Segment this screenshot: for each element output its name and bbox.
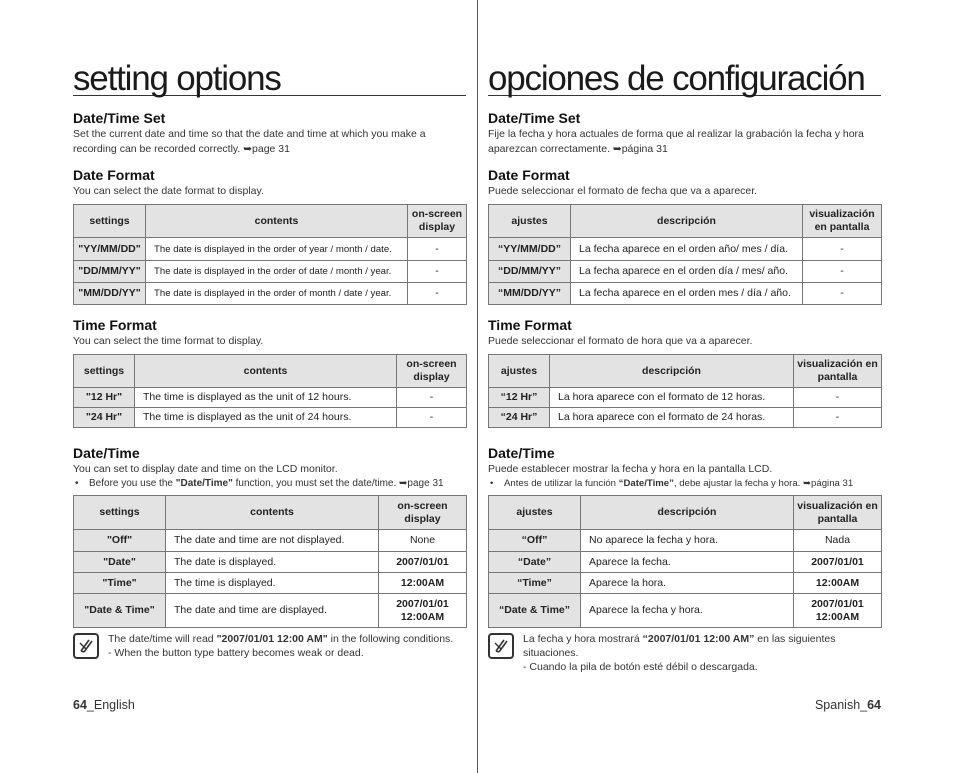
setting-cell: “12 Hr”	[489, 388, 550, 408]
bullet-text: , debe ajustar la fecha y hora. ➥página 31	[673, 477, 854, 489]
setting-cell: "12 Hr"	[74, 388, 135, 408]
table-row	[489, 573, 882, 594]
bullet-item	[488, 477, 881, 491]
column-header: on-screen display	[408, 205, 467, 238]
contents-cell: The time is displayed as the unit of 24 hours.	[135, 408, 397, 428]
display-date: 2007/01/01	[396, 597, 449, 610]
time-format-table	[73, 354, 467, 428]
bullet-text: Before you use the	[89, 477, 176, 489]
date-format-table	[488, 204, 882, 305]
table-row	[74, 261, 467, 283]
table-row	[489, 238, 882, 261]
table-header-row	[74, 205, 467, 238]
display-cell	[794, 594, 882, 628]
display-cell: None	[379, 530, 467, 552]
contents-cell: The date is displayed in the order of month / date / year.	[146, 283, 408, 305]
section-heading: Date Format	[73, 167, 155, 183]
column-header: on-screen display	[397, 355, 467, 388]
contents-cell: The time is displayed.	[166, 573, 379, 594]
display-cell: Nada	[794, 530, 882, 552]
section-heading: Date/Time	[488, 445, 555, 461]
page-title: opciones de configuración	[488, 62, 881, 96]
column-header: visualización en pantalla	[794, 355, 882, 388]
contents-cell: La fecha aparece en el orden mes / día / año.	[571, 283, 803, 305]
page-footer	[73, 698, 135, 712]
setting-cell: “DD/MM/YY”	[489, 261, 571, 283]
contents-cell: La hora aparece con el formato de 24 horas.	[550, 408, 794, 428]
contents-cell: The date and time are displayed.	[166, 594, 379, 628]
note-block	[488, 632, 881, 674]
column-header: ajustes	[489, 205, 571, 238]
column-header: descripción	[581, 496, 794, 530]
section-heading: Date Format	[488, 167, 570, 183]
setting-cell: "Date & Time"	[74, 594, 166, 628]
datetime-section	[73, 445, 466, 491]
note-bold-text: "2007/01/01 12:00 AM"	[216, 633, 328, 645]
column-header: descripción	[550, 355, 794, 388]
table-header-row	[489, 496, 882, 530]
column-header: visualización en pantalla	[794, 496, 882, 530]
note-pencil-icon	[488, 633, 514, 659]
setting-cell: “Time”	[489, 573, 581, 594]
table-row	[489, 283, 882, 305]
page-title: setting options	[73, 62, 466, 96]
datetime-table	[73, 495, 467, 628]
table-row	[74, 283, 467, 305]
note-text-part: in the following conditions.	[327, 633, 454, 645]
display-cell: 2007/01/01	[794, 552, 882, 573]
column-header: settings	[74, 355, 135, 388]
display-cell: -	[408, 261, 467, 283]
table-header-row	[489, 355, 882, 388]
display-cell: -	[397, 408, 467, 428]
setting-cell: "Off"	[74, 530, 166, 552]
page-language: _English	[86, 698, 135, 712]
contents-cell: Aparece la fecha y hora.	[581, 594, 794, 628]
table-row	[74, 388, 467, 408]
display-cell: -	[408, 238, 467, 261]
note-bold-text: “2007/01/01 12:00 AM”	[642, 633, 755, 645]
setting-cell: "24 Hr"	[74, 408, 135, 428]
setting-cell: “Date”	[489, 552, 581, 573]
table-row	[74, 408, 467, 428]
contents-cell: La fecha aparece en el orden día / mes/ año.	[571, 261, 803, 283]
column-header: visualización en pantalla	[803, 205, 882, 238]
display-cell: -	[794, 408, 882, 428]
section-text: Puede establecer mostrar la fecha y hora en la pantalla LCD.	[488, 463, 773, 475]
section-heading: Date/Time Set	[488, 110, 581, 126]
display-cell: -	[397, 388, 467, 408]
column-header: on-screen display	[379, 496, 467, 530]
table-row	[489, 530, 882, 552]
table-row	[74, 552, 467, 573]
column-header: settings	[74, 496, 166, 530]
section-text: You can select the time format to display.	[73, 335, 264, 347]
page-language: Spanish_	[814, 698, 868, 712]
section-text: Fije la fecha y hora actuales de forma que al realizar la grabación la fecha y hora aparezcan correctamente. ➥página 31	[488, 128, 864, 155]
table-row	[489, 552, 882, 573]
contents-cell: La hora aparece con el formato de 12 horas.	[550, 388, 794, 408]
note-text-part: La fecha y hora mostrará	[523, 633, 643, 645]
contents-cell: The date is displayed in the order of date / month / year.	[146, 261, 408, 283]
note-text	[108, 632, 466, 660]
note-condition: - Cuando la pila de botón esté débil o descargada.	[523, 661, 758, 673]
display-cell: -	[803, 261, 882, 283]
table-header-row	[74, 496, 467, 530]
table-row	[489, 261, 882, 283]
contents-cell: The time is displayed as the unit of 12 hours.	[135, 388, 397, 408]
column-header: contents	[166, 496, 379, 530]
section-heading: Date/Time	[73, 445, 140, 461]
section-heading: Time Format	[488, 317, 572, 333]
display-time: 12:00AM	[400, 610, 445, 623]
section-heading: Date/Time Set	[73, 110, 166, 126]
setting-cell: “Off”	[489, 530, 581, 552]
table-row	[489, 408, 882, 428]
time-format-table	[488, 354, 882, 428]
table-row	[489, 388, 882, 408]
setting-cell: “YY/MM/DD”	[489, 238, 571, 261]
date-format-section	[73, 167, 466, 199]
contents-cell: Aparece la fecha.	[581, 552, 794, 573]
page-footer	[815, 698, 881, 712]
datetime-section	[488, 445, 881, 491]
bullet-text: Antes de utilizar la función	[504, 477, 619, 489]
page-divider	[477, 0, 478, 773]
contents-cell: The date is displayed in the order of year / month / date.	[146, 238, 408, 261]
time-format-section	[488, 317, 881, 349]
display-cell: 12:00AM	[379, 573, 467, 594]
page-number: 64	[867, 698, 881, 712]
setting-cell: “24 Hr”	[489, 408, 550, 428]
display-cell: -	[803, 283, 882, 305]
column-header: descripción	[571, 205, 803, 238]
column-header: ajustes	[489, 355, 550, 388]
section-text: Set the current date and time so that the date and time at which you make a recording can be recorded correctly. ➥page 31	[73, 128, 426, 155]
table-row	[74, 594, 467, 628]
date-format-section	[488, 167, 881, 199]
display-cell: 12:00AM	[794, 573, 882, 594]
datetime-table	[488, 495, 882, 628]
display-cell: -	[803, 238, 882, 261]
table-header-row	[489, 205, 882, 238]
column-header: contents	[135, 355, 397, 388]
contents-cell: The date and time are not displayed.	[166, 530, 379, 552]
column-header: ajustes	[489, 496, 581, 530]
setting-cell: "Date"	[74, 552, 166, 573]
section-heading: Time Format	[73, 317, 157, 333]
contents-cell: No aparece la fecha y hora.	[581, 530, 794, 552]
column-header: settings	[74, 205, 146, 238]
table-row	[74, 573, 467, 594]
contents-cell: Aparece la hora.	[581, 573, 794, 594]
note-text	[523, 632, 881, 674]
note-block	[73, 632, 466, 660]
bullet-bold-text: "Date/Time"	[175, 477, 233, 489]
bullet-bold-text: “Date/Time”	[618, 477, 674, 489]
contents-cell: The date is displayed.	[166, 552, 379, 573]
display-cell	[379, 594, 467, 628]
table-row	[74, 530, 467, 552]
note-text-part: en las siguientes situaciones.	[523, 633, 836, 659]
note-text-part: The date/time will read	[108, 633, 217, 645]
setting-cell: “Date & Time”	[489, 594, 581, 628]
display-cell: 2007/01/01	[379, 552, 467, 573]
section-text: You can select the date format to display.	[73, 185, 264, 197]
display-cell: -	[794, 388, 882, 408]
setting-cell: "MM/DD/YY"	[74, 283, 146, 305]
section-text: Puede seleccionar el formato de fecha que va a aparecer.	[488, 185, 758, 197]
bullet-text: function, you must set the date/time. ➥page 31	[232, 477, 444, 489]
table-header-row	[74, 355, 467, 388]
date-format-table	[73, 204, 467, 305]
section-text: Puede seleccionar el formato de hora que va a aparecer.	[488, 335, 753, 347]
column-header: contents	[146, 205, 408, 238]
display-time: 12:00AM	[815, 610, 860, 623]
datetime-set-section	[488, 110, 881, 156]
contents-cell: La fecha aparece en el orden año/ mes / día.	[571, 238, 803, 261]
display-cell: -	[408, 283, 467, 305]
note-pencil-icon	[73, 633, 99, 659]
note-condition: - When the button type battery becomes weak or dead.	[108, 647, 364, 659]
section-text: You can set to display date and time on the LCD monitor.	[73, 463, 338, 475]
table-row	[74, 238, 467, 261]
page-number: 64	[73, 698, 87, 712]
table-row	[489, 594, 882, 628]
setting-cell: “MM/DD/YY”	[489, 283, 571, 305]
setting-cell: "YY/MM/DD"	[74, 238, 146, 261]
bullet-item	[73, 477, 466, 491]
setting-cell: "DD/MM/YY"	[74, 261, 146, 283]
display-date: 2007/01/01	[811, 597, 864, 610]
datetime-set-section	[73, 110, 466, 156]
setting-cell: "Time"	[74, 573, 166, 594]
time-format-section	[73, 317, 466, 349]
